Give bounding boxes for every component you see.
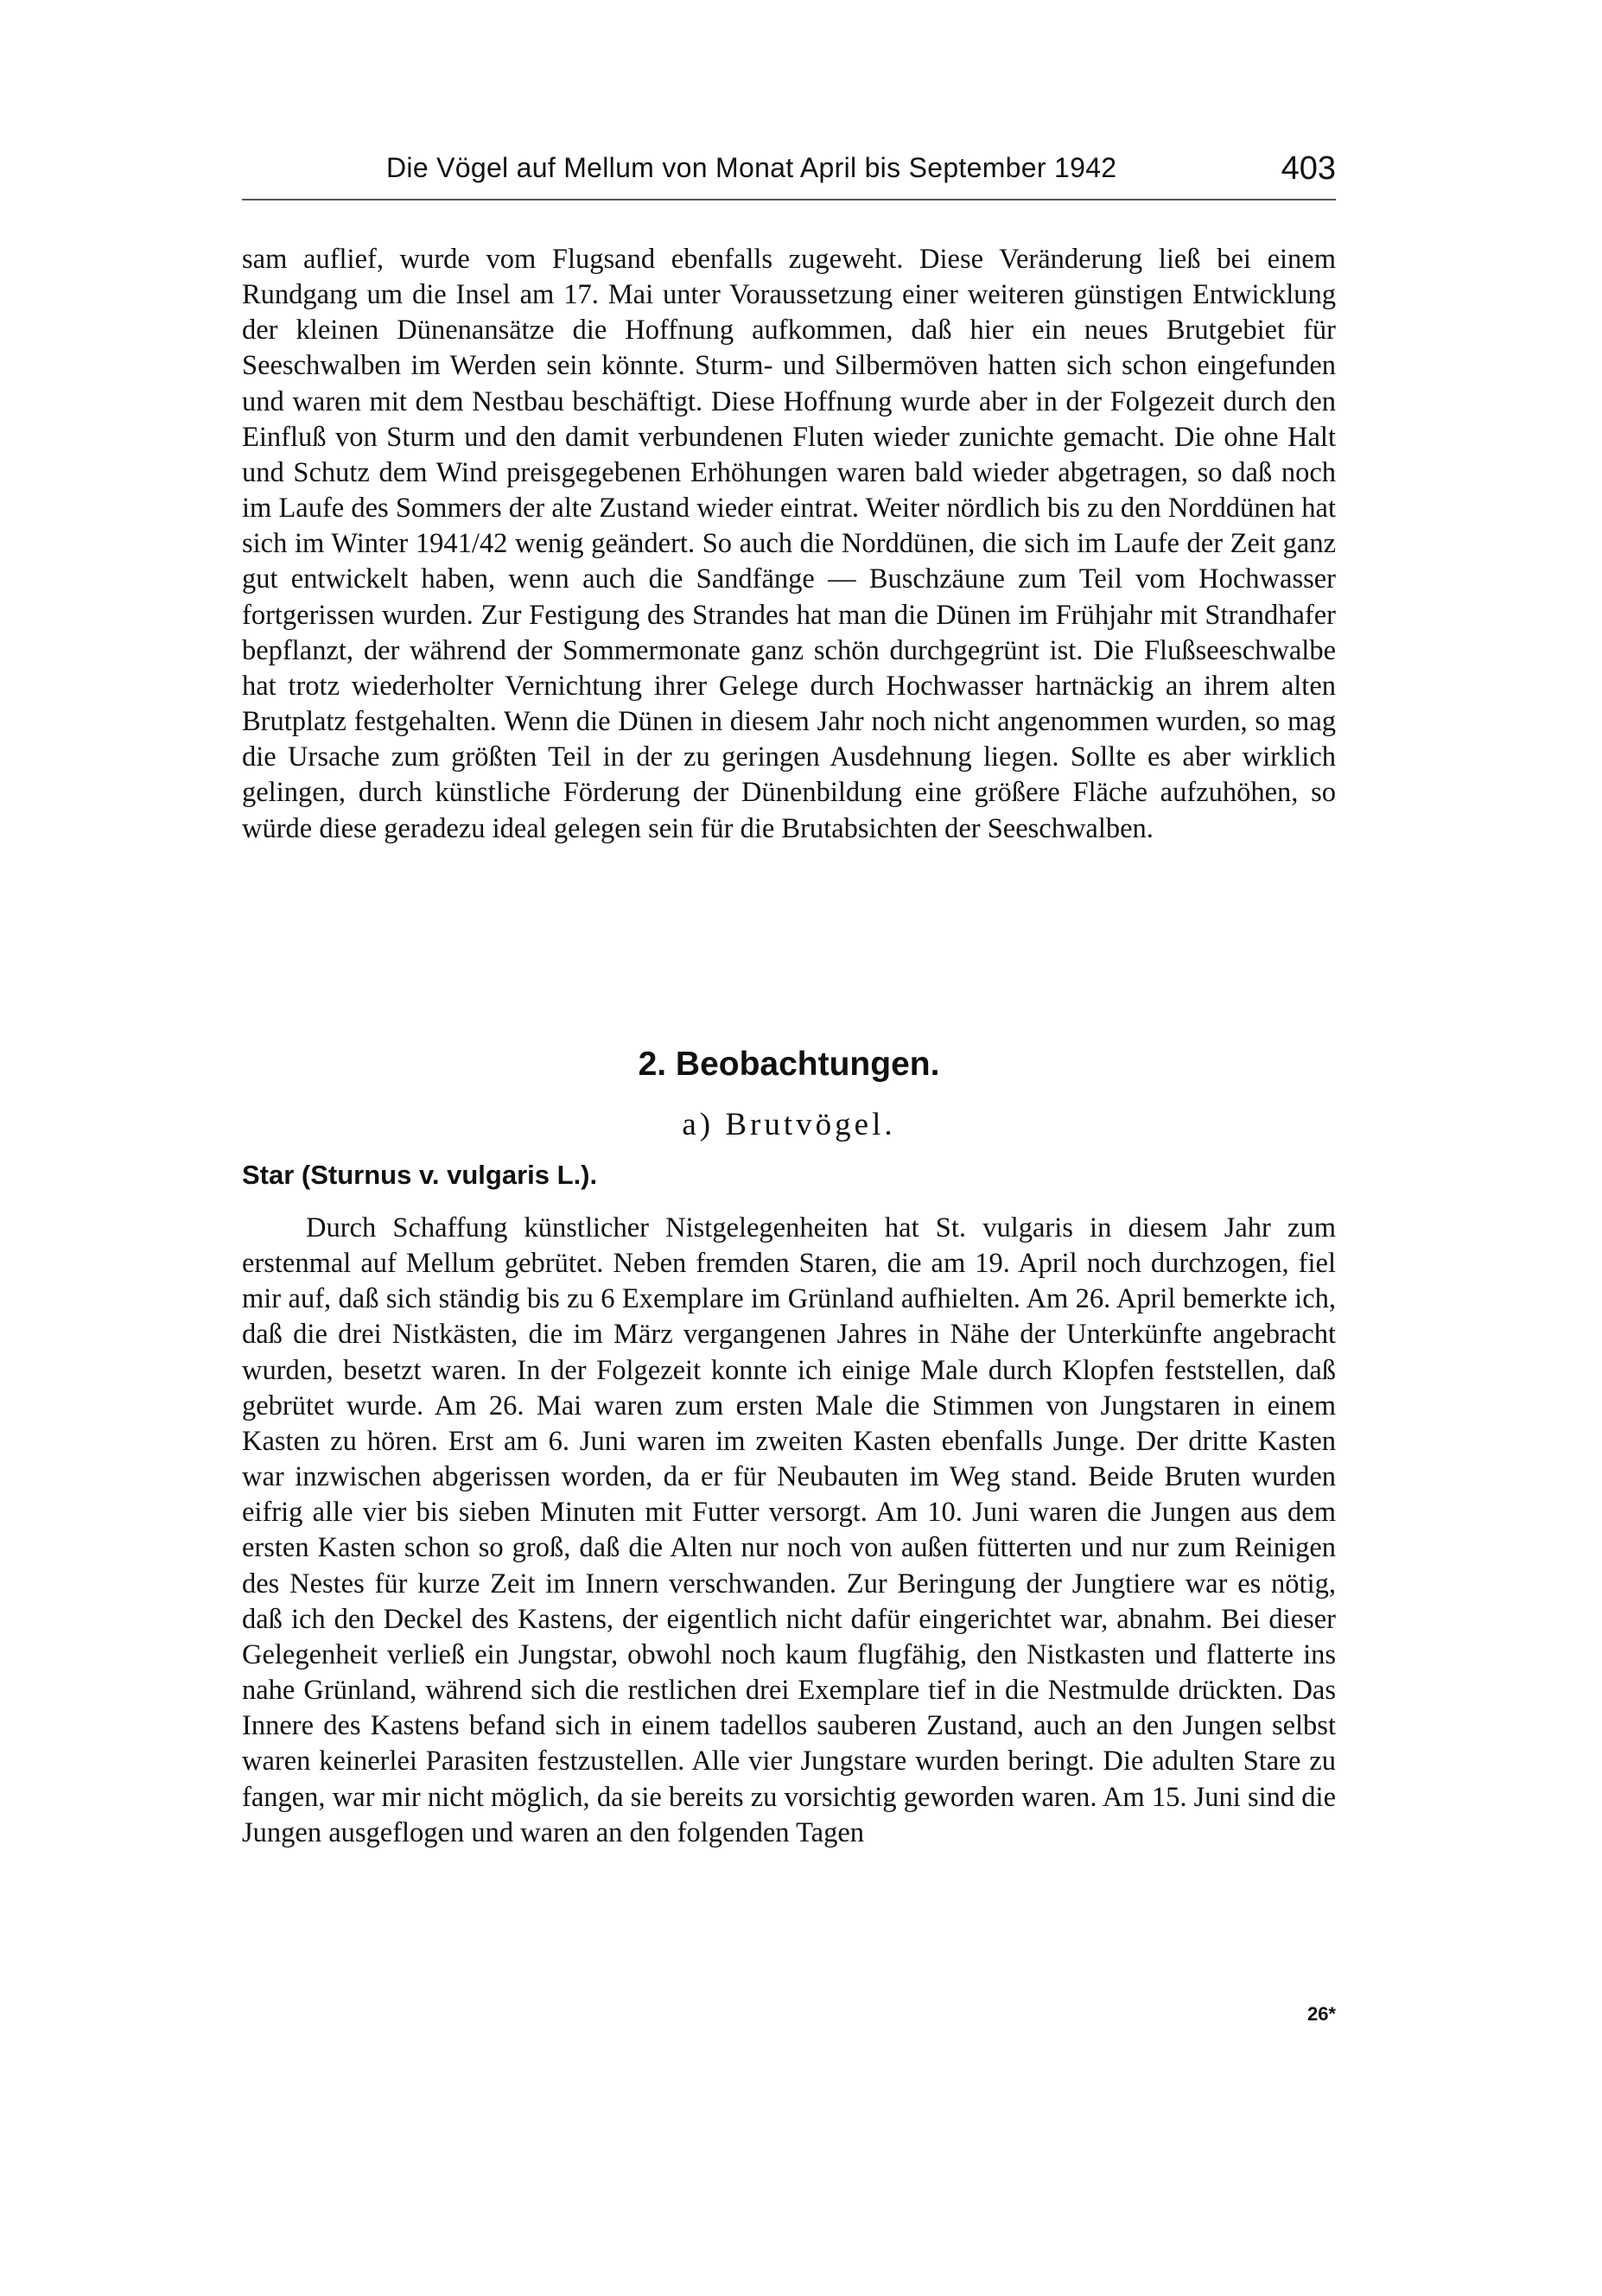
species-heading: Star (Sturnus v. vulgaris L.). <box>242 1160 598 1190</box>
signature-mark: 26* <box>1306 2003 1336 2025</box>
running-head <box>242 145 1336 200</box>
body-paragraph-2 <box>242 1211 1336 1851</box>
paragraph-text: Durch Schaffung künstlicher Nistgelegenheiten hat St. vulgaris in diesem Jahr zum erstenmal auf Mellum gebrütet. Neben fremden Staren, die am 19. April noch durchzogen, fiel mir auf, daß sich ständig bis zu 6 Exemplare im Grünland aufhielten. Am 26. April bemerkte ich, daß die drei Nistkästen, die im März vergangenen Jahres in Nähe der Unterkünfte angebracht wurden, besetzt waren. In der Folgezeit konnte ich einige Male durch Klopfen feststellen, daß gebrütet wurde. Am 26. Mai waren zum ersten Male die Stimmen von Jungstaren in einem Kasten zu hören. Erst am 6. Juni waren im zweiten Kasten ebenfalls Junge. Der dritte Kasten war inzwischen abgerissen worden, da er für Neubauten im Weg stand. Beide Bruten wurden eifrig alle vier bis sieben Minuten mit Futter versorgt. Am 10. Juni waren die Jungen aus dem ersten Kasten schon so groß, daß die Alten nur noch von außen fütterten und nur zum Reinigen des Nestes für kurze Zeit im Innern verschwanden. Zur Beringung der Jungtiere war es nötig, daß ich den Deckel des Kastens, der eigentlich nicht dafür eingerichtet war, abnahm. Bei dieser Gelegenheit verließ ein Jungstar, obwohl noch kaum flugfähig, den Nistkasten und flatterte ins nahe Grünland, während sich die restlichen drei Exemplare tief in die Nestmulde drückten. Das Innere des Kastens befand sich in einem tadellos sauberen Zustand, auch an den Jungen selbst waren keinerlei Parasiten festzustellen. Alle vier Jungstare wurden beringt. Die adulten Stare zu fangen, war mir nicht möglich, da sie bereits zu vorsichtig geworden waren. Am 15. Juni sind die Jungen ausgeflogen und waren an den folgenden Tagen <box>242 1212 1336 1848</box>
body-paragraph-1 <box>242 242 1336 847</box>
running-title: Die Vögel auf Mellum von Monat April bis September 1942 <box>386 152 1117 183</box>
subsection-heading: a) Brutvögel. <box>682 1107 896 1142</box>
section-heading: 2. Beobachtungen. <box>638 1046 940 1083</box>
paragraph-text: sam auflief, wurde vom Flugsand ebenfalls zugeweht. Diese Veränderung ließ bei einem Rundgang um die Insel am 17. Mai unter Voraussetzung einer weiteren günstigen Entwicklung der kleinen Dünenansätze die Hoffnung aufkommen, daß hier ein neues Brutgebiet für Seeschwalben im Werden sein könnte. Sturm- und Silbermöven hatten sich schon eingefunden und waren mit dem Nestbau beschäftigt. Diese Hoffnung wurde aber in der Folgezeit durch den Einfluß von Sturm und den damit verbundenen Fluten wieder zunichte gemacht. Die ohne Halt und Schutz dem Wind preisgegebenen Erhöhungen waren bald wieder abgetragen, so daß noch im Laufe des Sommers der alte Zustand wieder eintrat. Weiter nördlich bis zu den Norddünen hat sich im Winter 1941/42 wenig geändert. So auch die Norddünen, die sich im Laufe der Zeit ganz gut entwickelt haben, wenn auch die Sandfänge — Buschzäune zum Teil vom Hochwasser fortgerissen wurden. Zur Festigung des Strandes hat man die Dünen im Frühjahr mit Strandhafer bepflanzt, der während der Sommermonate ganz schön durchgegrünt ist. Die Flußseeschwalbe hat trotz wiederholter Vernichtung ihrer Gelege durch Hochwasser hartnäckig an ihrem alten Brutplatz festgehalten. Wenn die Dünen in diesem Jahr noch nicht angenommen wurden, so mag die Ursache zum größten Teil in der zu geringen Ausdehnung liegen. Sollte es aber wirklich gelingen, durch künstliche Förderung der Dünenbildung eine größere Fläche aufzuhöhen, so würde diese geradezu ideal gelegen sein für die Brutabsichten der Seeschwalben. <box>242 244 1336 844</box>
page-number: 403 <box>1281 150 1336 187</box>
